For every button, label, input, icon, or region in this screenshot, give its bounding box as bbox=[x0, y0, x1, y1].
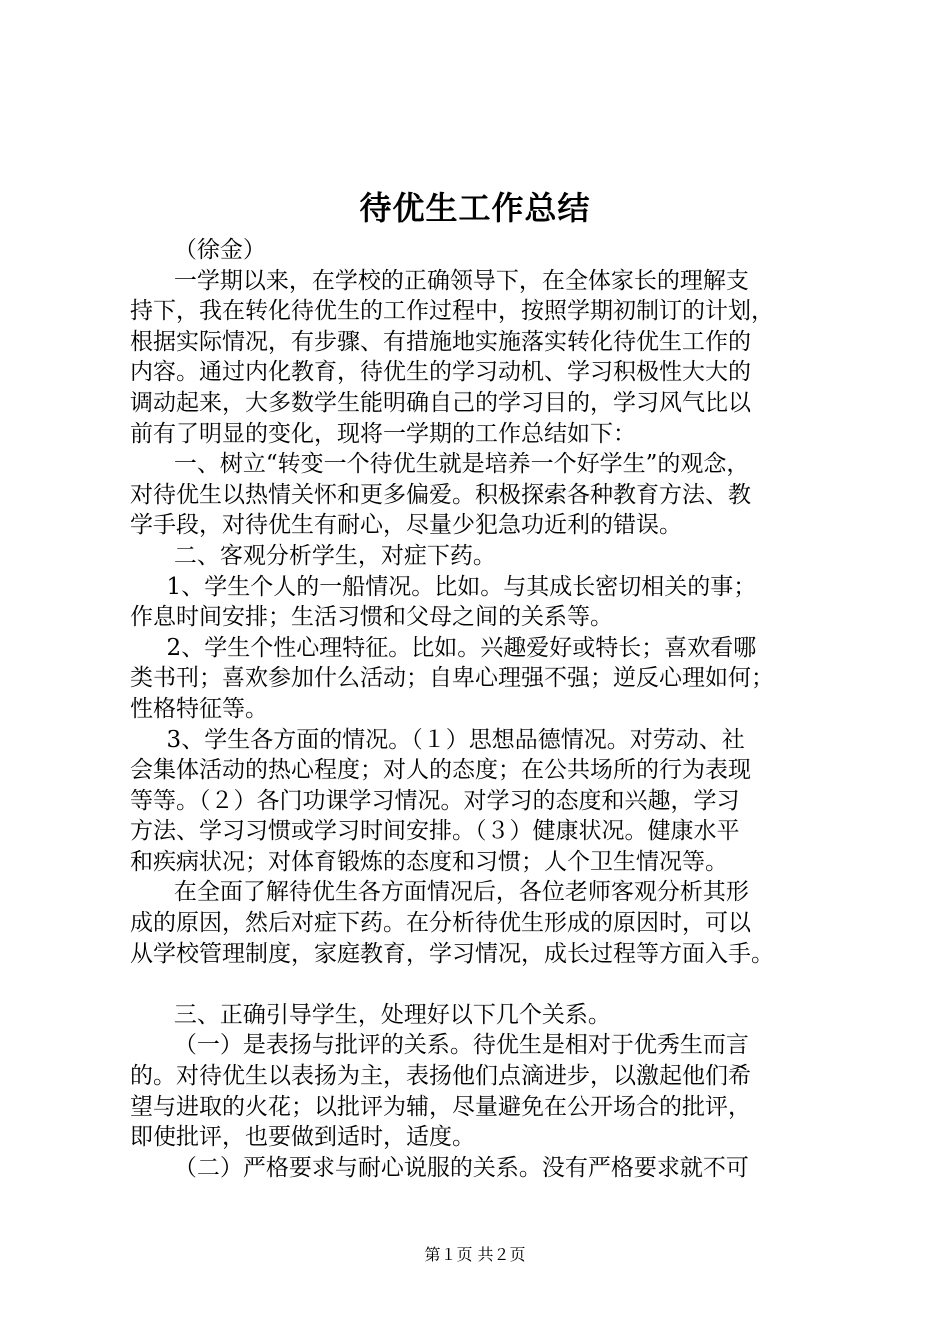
paragraph-line: 调动起来，大多数学生能明确自己的学习目的，学习风气比以 bbox=[130, 389, 751, 416]
section-heading-3: 三、正确引导学生，处理好以下几个关系。 bbox=[130, 1001, 611, 1028]
document-body bbox=[130, 235, 835, 1183]
paragraph-line: 望与进取的火花；以批评为辅，尽量避免在公开场合的批评， bbox=[130, 1093, 751, 1120]
paragraph-line: 从学校管理制度，家庭教育，学习情况，成长过程等方面入手。 bbox=[130, 940, 774, 967]
section-heading-1: 一、树立“转变一个待优生就是培养一个好学生”的观念， bbox=[130, 451, 750, 478]
paragraph-line: 和疾病状况；对体育锻炼的态度和习惯；人个卫生情况等。 bbox=[130, 848, 728, 875]
author-line: （徐金） bbox=[130, 237, 266, 263]
paragraph-line: 性格特征等。 bbox=[130, 695, 268, 722]
paragraph-line: 学手段，对待优生有耐心，尽量少犯急功近利的错误。 bbox=[130, 512, 682, 539]
paragraph-line: 持下，我在转化待优生的工作过程中，按照学期初制订的计划， bbox=[130, 298, 774, 325]
paragraph-line: 一学期以来，在学校的正确领导下，在全体家长的理解支 bbox=[130, 267, 749, 294]
sub-item-2: （二）严格要求与耐心说服的关系。没有严格要求就不可 bbox=[130, 1154, 749, 1181]
paragraph-line: 方法、学习习惯或学习时间安排。（３）健康状况。健康水平 bbox=[130, 818, 740, 845]
paragraph-line: 作息时间安排；生活习惯和父母之间的关系等。 bbox=[130, 604, 613, 631]
blank-line bbox=[130, 969, 835, 1000]
document-title: 待优生工作总结 bbox=[359, 189, 591, 227]
paragraph-line: 前有了明显的变化，现将一学期的工作总结如下： bbox=[130, 420, 636, 447]
paragraph-line: 内容。通过内化教育，待优生的学习动机、学习积极性大大的 bbox=[130, 359, 751, 386]
list-item-2: 2、学生个性心理特征。比如。兴趣爱好或特长；喜欢看哪 bbox=[130, 634, 757, 661]
paragraph-line: 对待优生以热情关怀和更多偏爱。积极探索各种教育方法、教 bbox=[130, 481, 751, 508]
paragraph-line: 会集体活动的热心程度；对人的态度；在公共场所的行为表现 bbox=[130, 757, 751, 784]
paragraph-line: 在全面了解待优生各方面情况后，各位老师客观分析其形 bbox=[130, 879, 749, 906]
list-item-1: 1、学生个人的一船情况。比如。与其成长密切相关的事； bbox=[130, 573, 757, 600]
paragraph-line: 类书刊；喜欢参加什么活动；自卑心理强不强；逆反心理如何； bbox=[130, 665, 774, 692]
page-number-footer: 第１页 共２页 bbox=[424, 1245, 526, 1264]
list-item-3: 3、学生各方面的情况。（１）思想品德情况。对劳动、社 bbox=[130, 726, 745, 753]
paragraph-line: 等等。（２）各门功课学习情况。对学习的态度和兴趣，学习 bbox=[130, 787, 740, 814]
paragraph-line: 成的原因，然后对症下药。在分析待优生形成的原因时，可以 bbox=[130, 910, 751, 937]
paragraph-line: 根据实际情况，有步骤、有措施地实施落实转化待优生工作的 bbox=[130, 328, 751, 355]
section-heading-2: 二、客观分析学生，对症下药。 bbox=[130, 542, 496, 569]
paragraph-line: 即使批评，也要做到适时，适度。 bbox=[130, 1124, 475, 1151]
paragraph-line: 的。对待优生以表扬为主，表扬他们点滴进步，以激起他们希 bbox=[130, 1063, 751, 1090]
sub-item-1: （一）是表扬与批评的关系。待优生是相对于优秀生而言 bbox=[130, 1032, 749, 1059]
